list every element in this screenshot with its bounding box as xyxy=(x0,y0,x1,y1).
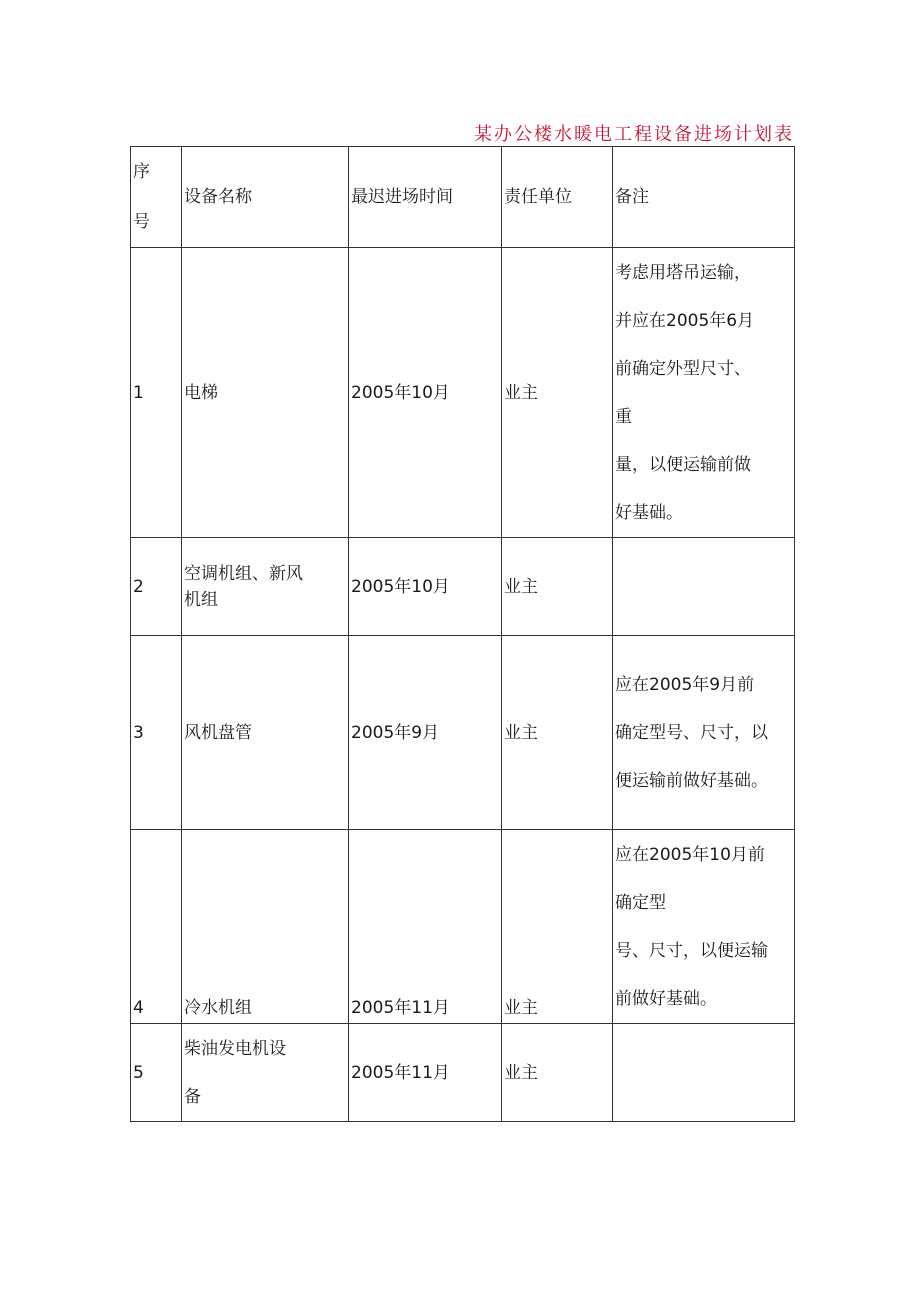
row-remark: 应在2005年10月前 确定型 号、尺寸，以便运输 前做好基础。 xyxy=(613,830,795,1024)
table-row xyxy=(131,636,795,830)
row-remark xyxy=(613,1024,795,1122)
row-name: 风机盘管 xyxy=(182,636,349,830)
row-unit: 业主 xyxy=(502,248,613,538)
header-remark: 备注 xyxy=(613,147,795,248)
row-unit: 业主 xyxy=(502,636,613,830)
row-name: 冷水机组 xyxy=(182,830,349,1024)
row-name: 空调机组、新风 机组 xyxy=(182,538,349,636)
header-seq xyxy=(131,147,182,248)
header-name: 设备名称 xyxy=(182,147,349,248)
header-seq-line: 序 xyxy=(133,162,150,182)
row-unit: 业主 xyxy=(502,830,613,1024)
equipment-schedule-table xyxy=(130,146,795,1122)
row-time: 2005年11月 xyxy=(349,830,502,1024)
table-row xyxy=(131,830,795,1024)
row-time: 2005年10月 xyxy=(349,538,502,636)
row-seq: 4 xyxy=(131,830,182,1024)
table-row xyxy=(131,538,795,636)
header-unit: 责任单位 xyxy=(502,147,613,248)
row-seq: 5 xyxy=(131,1024,182,1122)
table-row xyxy=(131,1024,795,1122)
row-seq: 1 xyxy=(131,248,182,538)
row-remark xyxy=(613,538,795,636)
document-title: 某办公楼水暖电工程设备进场计划表 xyxy=(474,124,794,145)
row-remark: 应在2005年9月前 确定型号、尺寸，以 便运输前做好基础。 xyxy=(613,636,795,830)
row-name: 柴油发电机设 备 xyxy=(182,1024,349,1122)
header-time: 最迟进场时间 xyxy=(349,147,502,248)
table-row xyxy=(131,248,795,538)
row-time: 2005年10月 xyxy=(349,248,502,538)
header-seq-line: 号 xyxy=(133,212,150,232)
row-remark: 考虑用塔吊运输， 并应在2005年6月 前确定外型尺寸、 重 量，以便运输前做 好基础。 xyxy=(613,248,795,538)
row-name: 电梯 xyxy=(182,248,349,538)
row-unit: 业主 xyxy=(502,538,613,636)
row-unit: 业主 xyxy=(502,1024,613,1122)
row-time: 2005年9月 xyxy=(349,636,502,830)
row-time: 2005年11月 xyxy=(349,1024,502,1122)
table-header-row xyxy=(131,147,795,248)
row-seq: 2 xyxy=(131,538,182,636)
row-seq: 3 xyxy=(131,636,182,830)
